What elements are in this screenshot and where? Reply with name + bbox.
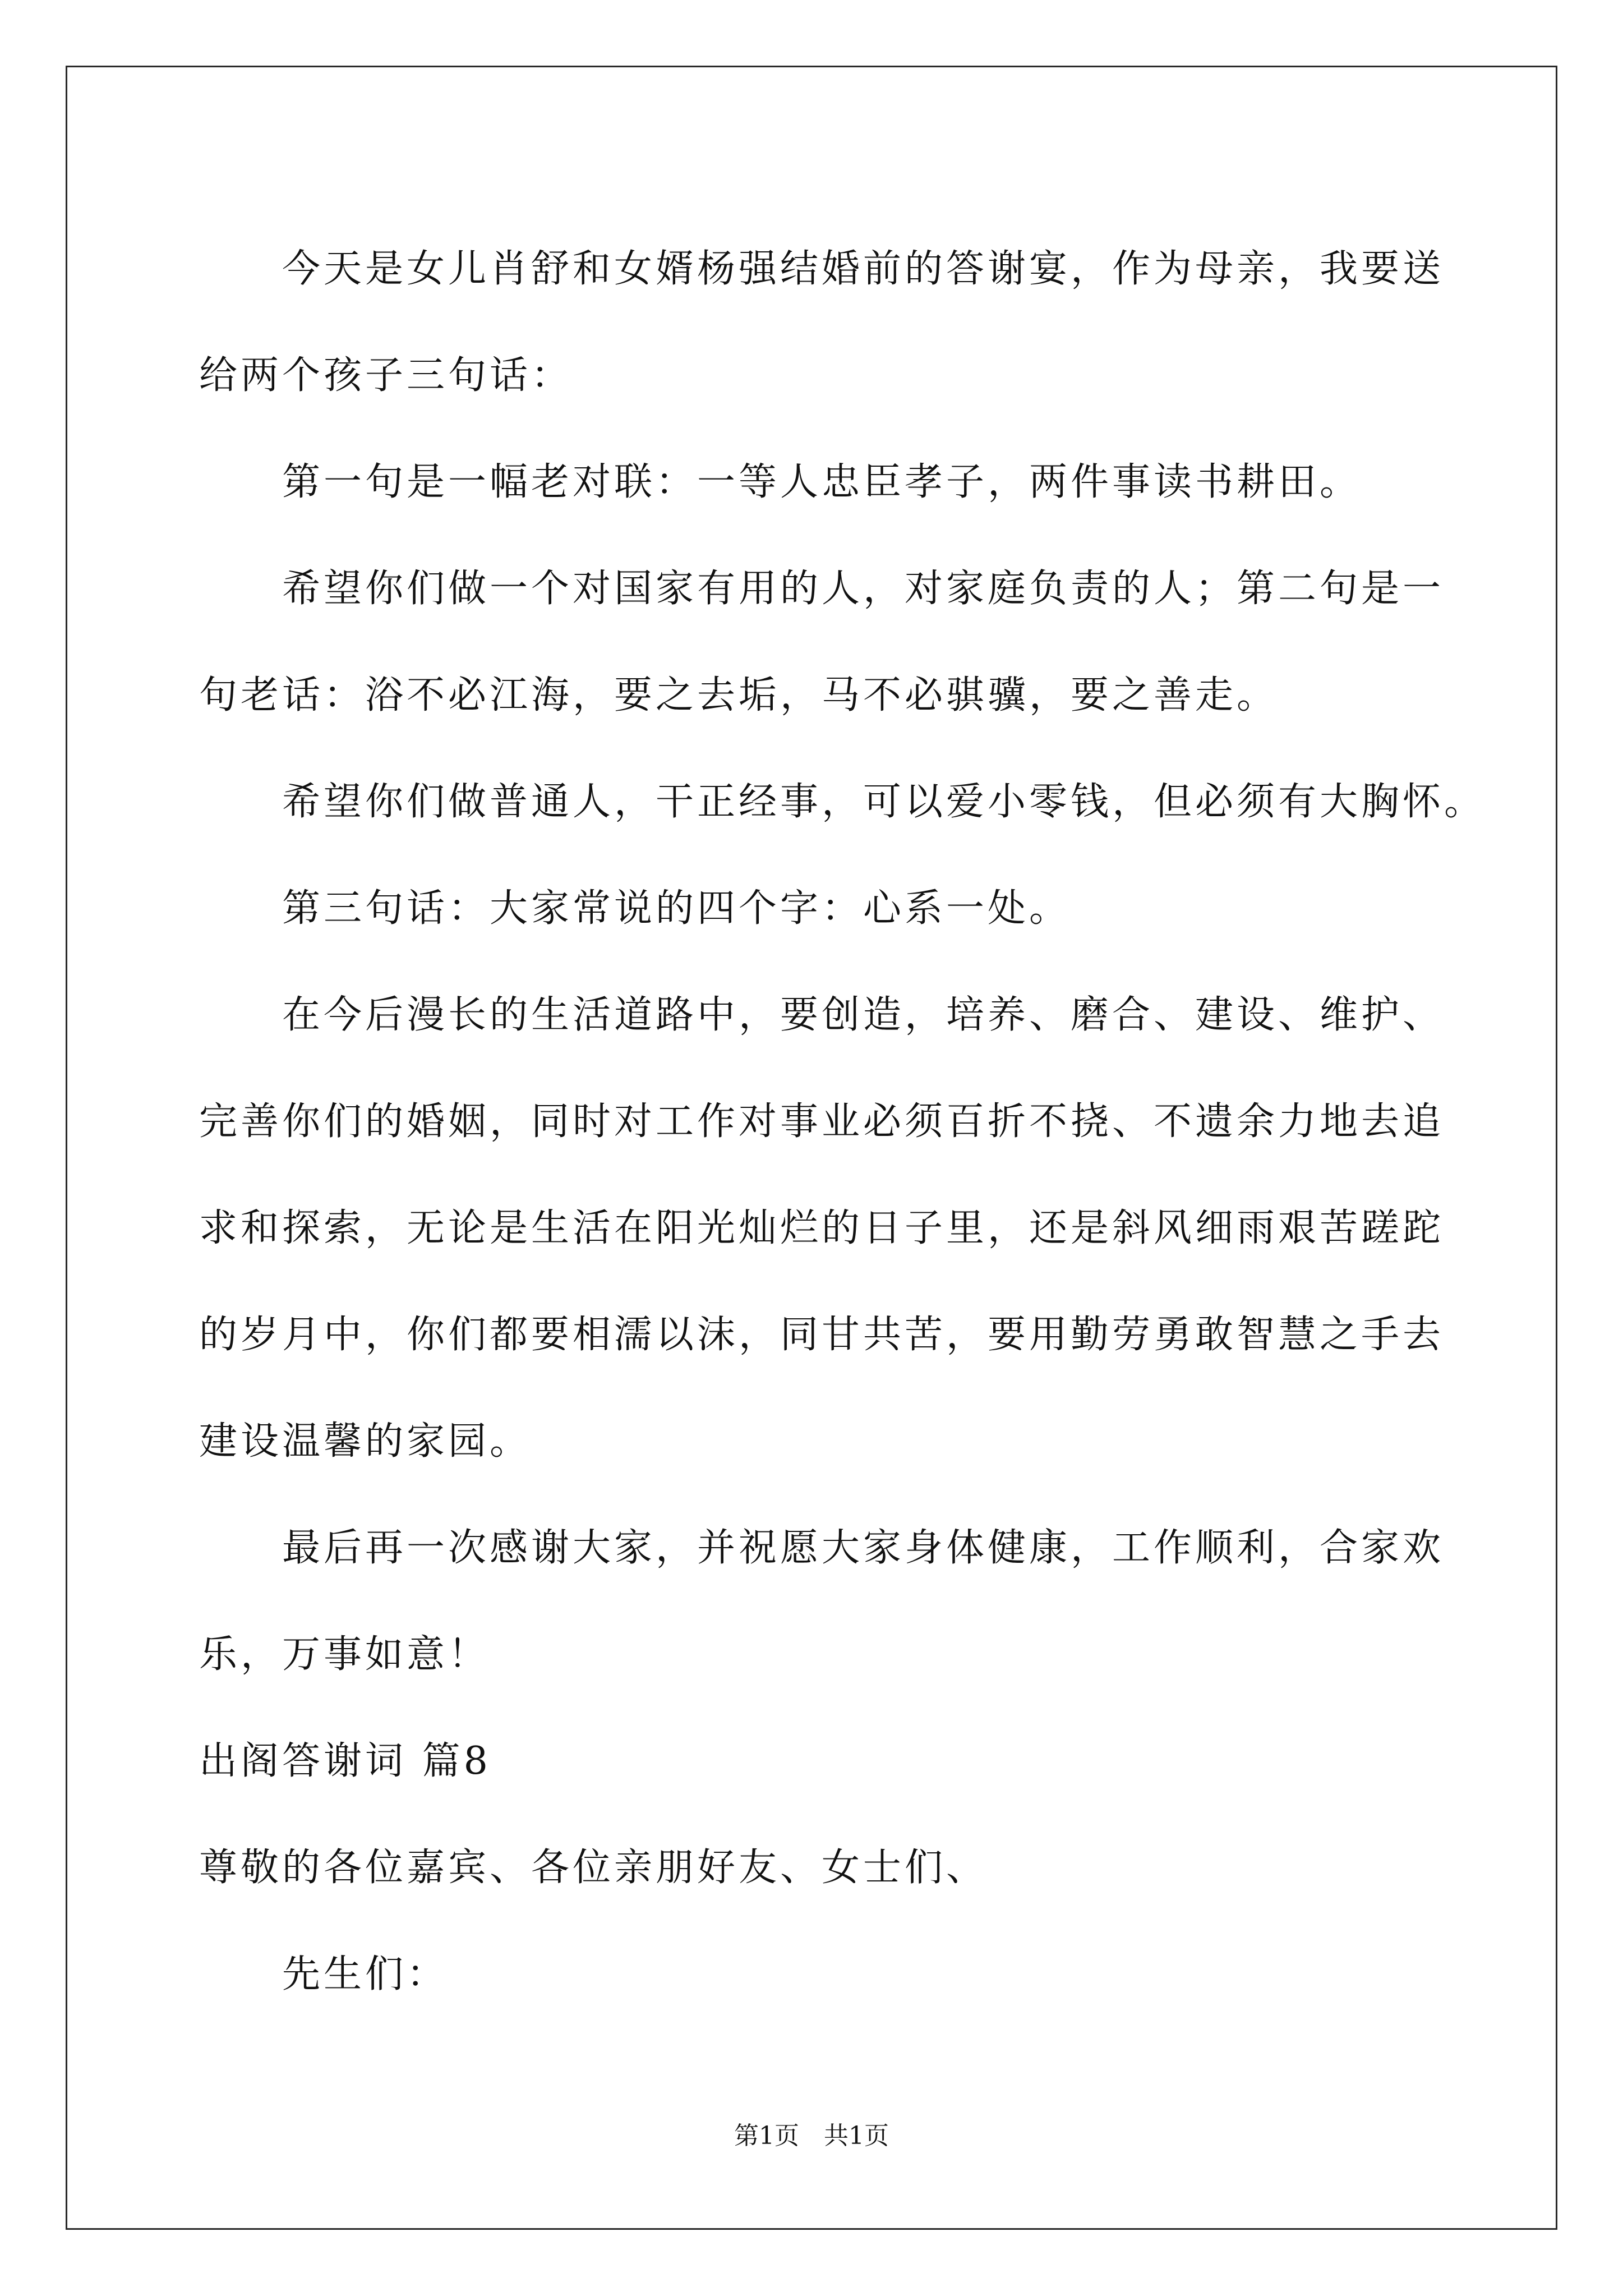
page-number-footer: 第1页 共1页	[734, 2122, 889, 2150]
paragraph-line: 希望你们做一个对国家有用的人，对家庭负责的人；第二句是一	[199, 567, 1445, 611]
paragraph-line: 的岁月中，你们都要相濡以沫，同甘共苦，要用勤劳勇敢智慧之手去	[199, 1313, 1445, 1357]
document-body	[199, 216, 1486, 2028]
paragraph-line: 第三句话：大家常说的四个字：心系一处。	[199, 886, 1071, 931]
salutation-line: 先生们：	[199, 1952, 449, 1996]
paragraph-line: 今天是女儿肖舒和女婿杨强结婚前的答谢宴，作为母亲，我要送	[199, 247, 1445, 291]
paragraph-line: 最后再一次感谢大家，并祝愿大家身体健康，工作顺利，合家欢	[199, 1526, 1445, 1570]
paragraph-line: 建设温馨的家园。	[199, 1419, 532, 1464]
paragraph-line: 在今后漫长的生活道路中，要创造，培养、磨合、建设、维护、	[199, 993, 1445, 1037]
paragraph-line: 完善你们的婚姻，同时对工作对事业必须百折不挠、不遗余力地去追	[199, 1099, 1445, 1144]
paragraph-line: 乐，万事如意！	[199, 1632, 490, 1677]
section-heading: 出阁答谢词 篇8	[199, 1739, 491, 1783]
paragraph-line: 给两个孩子三句话：	[199, 353, 573, 398]
paragraph-line: 句老话：浴不必江海，要之去垢，马不必骐骥，要之善走。	[199, 673, 1279, 717]
paragraph-line: 希望你们做普通人，干正经事，可以爱小零钱，但必须有大胸怀。	[199, 780, 1486, 824]
salutation-line: 尊敬的各位嘉宾、各位亲朋好友、女士们、	[199, 1846, 988, 1890]
paragraph-line: 第一句是一幅老对联：一等人忠臣孝子，两件事读书耕田。	[199, 460, 1362, 504]
paragraph-line: 求和探索，无论是生活在阳光灿烂的日子里，还是斜风细雨艰苦蹉跎	[199, 1206, 1445, 1250]
